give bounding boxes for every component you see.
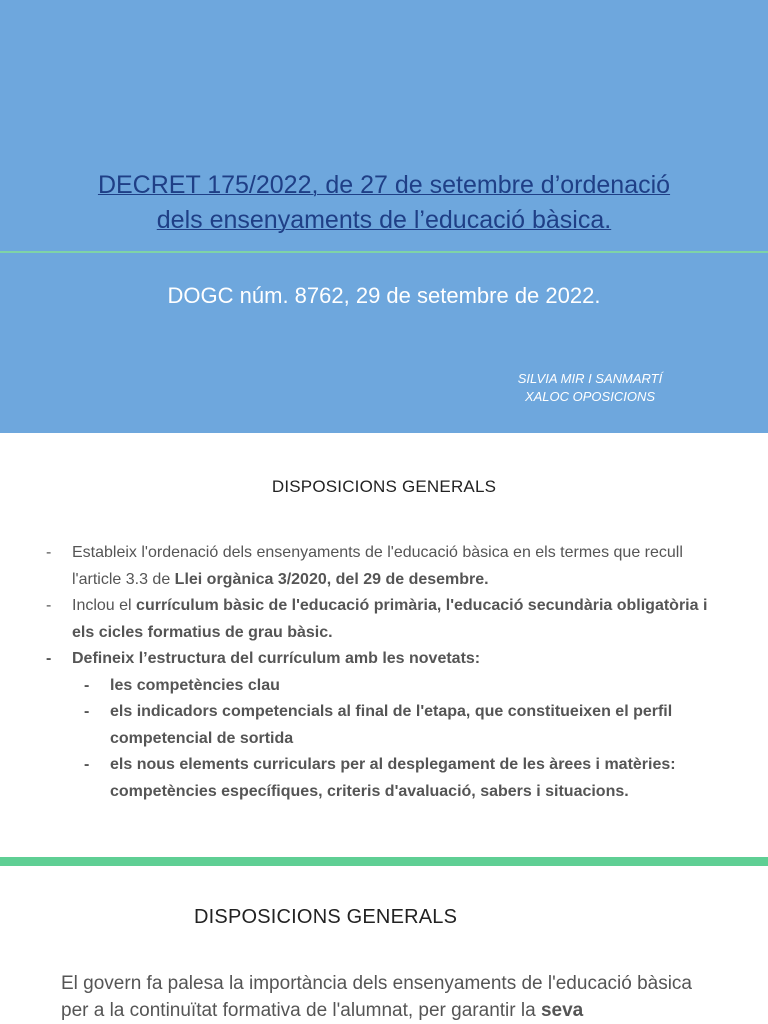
title-line-2[interactable]: dels ensenyaments de l’educació bàsica. <box>156 206 612 234</box>
sub-list-item <box>46 699 726 752</box>
bullet-dash: - <box>46 597 52 614</box>
title-divider <box>0 251 768 253</box>
slide-separator-band <box>0 857 768 866</box>
author-block <box>500 370 680 406</box>
general-provisions-slide <box>0 433 768 857</box>
sub-list-item <box>46 752 726 805</box>
list-item <box>46 646 726 673</box>
body-paragraph <box>61 970 711 1024</box>
list-item <box>46 540 726 593</box>
bullet-dash: - <box>84 756 90 773</box>
author-organization: XALOC OPOSICIONS <box>524 389 656 404</box>
bullet-list <box>46 540 726 805</box>
bullet-dash: - <box>84 676 90 694</box>
sub-list-item <box>46 673 726 700</box>
bullet-dash: - <box>46 650 52 667</box>
general-provisions-slide-2 <box>0 866 768 1024</box>
slide-heading: DISPOSICIONS GENERALS <box>194 906 458 928</box>
author-name: SILVIA MIR I SANMARTÍ <box>517 371 663 386</box>
title-slide <box>0 0 768 433</box>
bullet-bold-text: Defineix l’estructura del currículum amb les novetats: <box>72 650 481 667</box>
sub-bullet-text: els indicadors competencials al final de l'etapa, que constitueixen el perfil competencial de sortida <box>110 703 673 747</box>
sub-bullet-text: les competències clau <box>110 676 280 694</box>
bullet-bold-text: currículum bàsic de l'educació primària, l'educació secundària obligatòria i els cicles formatius de grau bàsic. <box>72 597 708 641</box>
sub-bullet-text: els nous elements curriculars per al desplegament de les àrees i matèries: competències específiques, criteris d'avaluació, sabers i situacions. <box>110 756 676 800</box>
decree-title-link[interactable] <box>30 168 738 238</box>
body-text: El govern fa palesa la importància dels ensenyaments de l'educació bàsica per a la continuïtat formativa de l'alumnat, per garantir la <box>61 973 692 1021</box>
bullet-bold-text: Llei orgànica 3/2020, del 29 de desembre. <box>174 570 489 588</box>
title-line-1[interactable]: DECRET 175/2022, de 27 de setembre d’ordenació <box>97 171 671 199</box>
list-item <box>46 593 726 646</box>
bullet-text: Estableix l'ordenació dels ensenyaments de l'educació bàsica en els termes que recull l'article 3.3 de <box>72 544 683 588</box>
bullet-dash: - <box>46 544 52 561</box>
bullet-text: Inclou el <box>72 597 137 614</box>
bullet-dash: - <box>84 703 90 720</box>
slide-heading: DISPOSICIONS GENERALS <box>271 477 497 496</box>
body-bold-text: seva <box>540 1000 584 1021</box>
dogc-subtitle: DOGC núm. 8762, 29 de setembre de 2022. <box>167 283 601 308</box>
